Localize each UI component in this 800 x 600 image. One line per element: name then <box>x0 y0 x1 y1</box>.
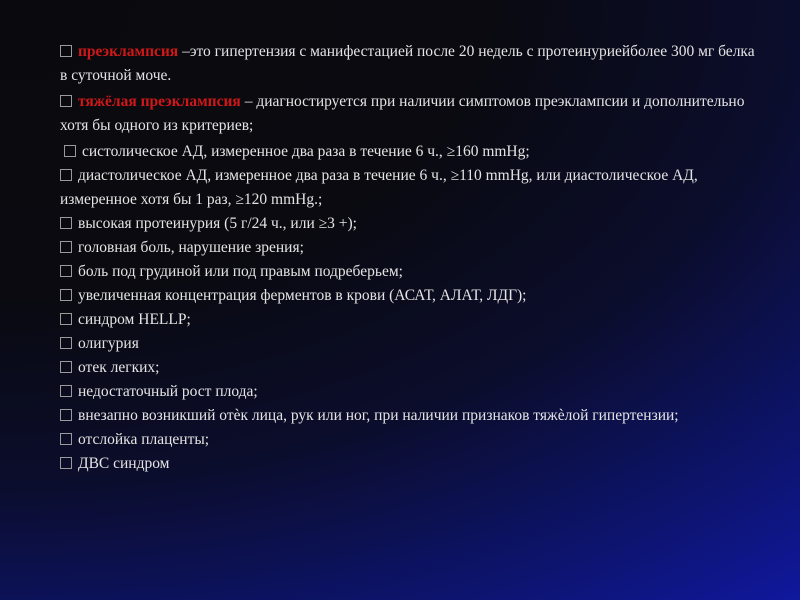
definition-text: –это гипертензия с манифестацией после 20 недель с протеинуриейболее 300 мг белка в суточной моче. <box>60 43 755 84</box>
definition-text: – диагностируется при наличии симптомов преэклампсии и дополнительно хотя бы одного из критериев; <box>60 93 745 134</box>
empty-square-bullet-icon <box>60 95 72 107</box>
criterion-item <box>60 332 760 356</box>
criterion-item <box>60 308 760 332</box>
empty-square-bullet-icon <box>60 313 72 325</box>
criterion-item <box>60 380 760 404</box>
term-label: преэклампсия <box>78 43 179 60</box>
slide-content <box>60 40 760 476</box>
criterion-text: ДВС синдром <box>78 455 170 472</box>
definition-preeclampsia <box>60 40 760 88</box>
criterion-item <box>60 284 760 308</box>
criterion-text: синдром HELLP; <box>78 311 191 328</box>
criterion-text: олигурия <box>78 335 139 352</box>
criterion-item <box>60 140 760 164</box>
criterion-text: систолическое АД, измеренное два раза в течение 6 ч., ≥160 mmHg; <box>82 143 530 160</box>
term-label: тяжёлая преэклампсия <box>78 93 241 110</box>
empty-square-bullet-icon <box>60 217 72 229</box>
empty-square-bullet-icon <box>60 337 72 349</box>
empty-square-bullet-icon <box>60 169 72 181</box>
criterion-text: боль под грудиной или под правым подреберьем; <box>78 263 403 280</box>
empty-square-bullet-icon <box>60 241 72 253</box>
criterion-item <box>60 452 760 476</box>
definition-severe-preeclampsia <box>60 90 760 138</box>
empty-square-bullet-icon <box>60 409 72 421</box>
criterion-item <box>60 356 760 380</box>
criterion-text: внезапно возникший отѐк лица, рук или ног, при наличии признаков тяжѐлой гипертензии; <box>78 407 679 424</box>
criterion-text: отек легких; <box>78 359 160 376</box>
empty-square-bullet-icon <box>60 433 72 445</box>
criterion-text: увеличенная концентрация ферментов в крови (АСАТ, АЛАТ, ЛДГ); <box>78 287 527 304</box>
empty-square-bullet-icon <box>60 361 72 373</box>
criterion-text: недостаточный рост плода; <box>78 383 258 400</box>
criterion-item <box>60 236 760 260</box>
criterion-item <box>60 260 760 284</box>
criterion-item <box>60 164 760 212</box>
empty-square-bullet-icon <box>60 289 72 301</box>
empty-square-bullet-icon <box>60 457 72 469</box>
criterion-text: головная боль, нарушение зрения; <box>78 239 304 256</box>
empty-square-bullet-icon <box>60 265 72 277</box>
empty-square-bullet-icon <box>60 45 72 57</box>
criterion-item <box>60 428 760 452</box>
criterion-text: диастолическое АД, измеренное два раза в течение 6 ч., ≥110 mmHg, или диастолическое АД, измеренное хотя бы 1 раз, ≥120 mmHg.; <box>60 167 698 208</box>
empty-square-bullet-icon <box>60 385 72 397</box>
criterion-item <box>60 212 760 236</box>
criterion-text: отслойка плаценты; <box>78 431 210 448</box>
empty-square-bullet-icon <box>64 145 76 157</box>
criterion-text: высокая протеинурия (5 г/24 ч., или ≥3 +); <box>78 215 357 232</box>
criterion-item <box>60 404 760 428</box>
